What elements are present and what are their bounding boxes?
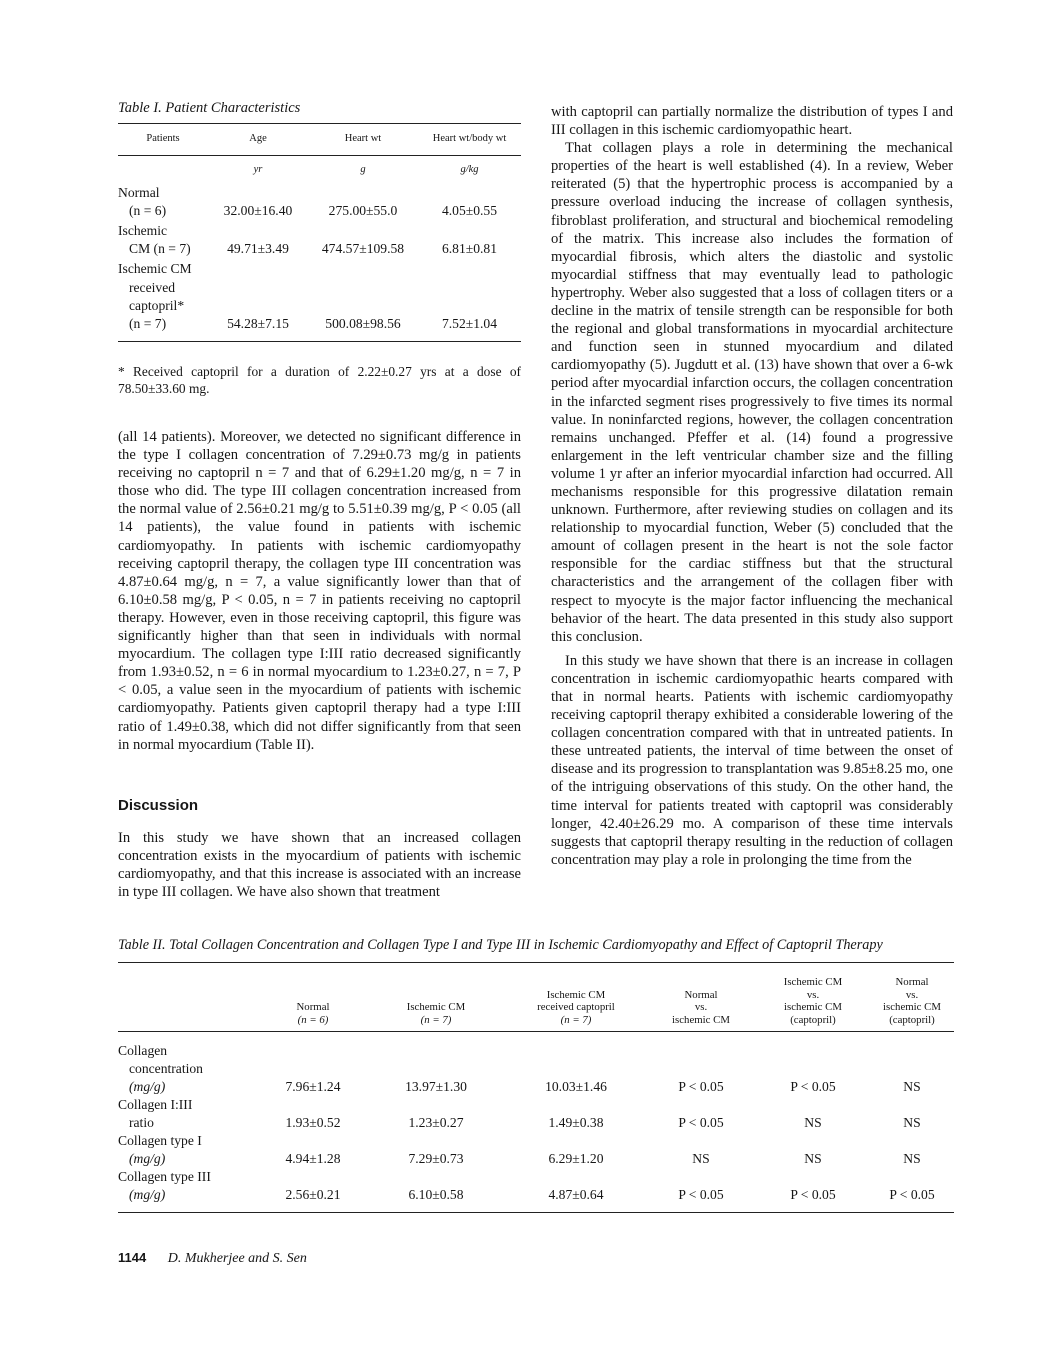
row-label [118,1132,260,1168]
label-line: (n = 7) [129,315,167,331]
cell: P < 0.05 [790,1078,836,1094]
paragraph: (all 14 patients). Moreover, we detected no significant difference in the type I collagen concentration of 7.29±0.73 mg/g in patients receiving no captopril n = 7 and that of 6.29±1.20 mg/g, n = 7 in those who did. The type III collagen concentration increased from the normal value of 2.56±0.21 mg/g to 5.51±0.39 mg/g, P < 0.05 (all 14 patients), the value found in patients with ischemic cardiomyopathy. In patients with ischemic cardiomyopathy receiving captopril therapy, the collagen type III concentration was 4.87±0.64 mg/g, n = 7, a value significantly lower than that of 6.10±0.58 mg/g, P < 0.05, n = 7 in patients receiving no captopril therapy. However, even in those receiving captopril, this figure was significantly higher than that seen in individuals with normal myocardium. The collagen type I:III ratio decreased significantly from 1.93±0.52, n = 6 in normal myocardium to 1.23±0.27, n = 7, P < 0.05, a value seen in the myocardium of patients with ischemic cardiomyopathy. Patients given captopril therapy had a type I:III ratio of 1.49±0.38, which did not differ significantly from that seen in normal myocardium (Table II). [118,429,521,753]
label-line: concentration [129,1060,203,1076]
table1-header-heart-wt: Heart wt [308,124,418,156]
table1-unit [118,156,208,184]
header-line: received captopril [537,1001,615,1014]
table1-unit: g/kg [460,163,479,175]
cell: 13.97±1.30 [405,1078,467,1094]
header-line: (captopril) [790,1013,836,1026]
table2 [118,965,954,1213]
cell: P < 0.05 [646,1168,756,1213]
header-line: Normal [296,1001,330,1014]
cell: 4.94±1.28 [285,1151,341,1167]
table2-header-ischemic-vs-captopril [756,965,870,1031]
cell: 7.96±1.24 [285,1078,341,1094]
table2-header-normal [260,965,366,1031]
table-row [118,1031,954,1096]
row-label [118,1031,260,1096]
section-heading-discussion: Discussion [118,797,199,814]
paragraph: In this study we have shown that there is an increase in collagen concentration in ischemic cardiomyopathic hearts compared with that in normal hearts. Patients with ischemic cardiomyopathy receiving captopril therapy exhibited a considerable lowering of the collagen concentration compared with that in untreated patients. In these untreated patients, the interval of time between the onset of disease and its progression to transplantation was 9.85±8.25 mo, one of the intriguing observations of this study. On the other hand, the time interval for patients treated with captopril was considerably longer, 42.40±26.29 mo. A comparison of these time intervals suggests that captopril therapy resulting in the reduction of collagen concentration may play a role in prolonging the time from the [551,652,953,868]
label-line: Ischemic [118,222,168,238]
cell: 7.29±0.73 [408,1151,464,1167]
cell: 4.87±0.64 [506,1168,646,1213]
cell: 6.29±1.20 [548,1151,604,1167]
cell-ratio: 7.52±1.04 [418,260,521,341]
cell: P < 0.05 [678,1114,724,1130]
header-line: ischemic CM [672,1013,730,1026]
cell-age: 49.71±3.49 [227,241,289,257]
table1-caption: Table I. Patient Characteristics [118,100,301,116]
discussion-paragraph: In this study we have shown that an increased collagen concentration exists in the myocardium of patients with ischemic cardiomyopathy, and that this increase is associated with an increase in type III collagen. We have also shown that treatment [118,830,521,901]
table1-header-age: Age [208,124,308,156]
table1-unit: g [360,163,366,175]
table-row [118,1132,954,1168]
table2-header-captopril [506,965,646,1031]
row-label [118,222,208,260]
header-line: vs. [694,1001,708,1014]
cell-heart-wt: 500.08±98.56 [308,260,418,341]
label-line: (mg/g) [129,1187,166,1203]
table-row [118,184,521,222]
cell: NS [903,1114,921,1130]
cell-age: 54.28±7.15 [208,260,308,341]
header-line: (n = 7) [420,1013,452,1026]
row-label [118,184,208,222]
cell: NS [903,1078,921,1094]
row-label [118,1168,260,1213]
header-line: Ischemic CM [783,976,843,989]
cell: P < 0.05 [870,1168,954,1213]
paragraph: That collagen plays a role in determining the mechanical properties of the heart is well established (4). In a review, Weber reiterated (5) that the hypertrophic process is accompanied by a pressure overload inducing the increase of collagen synthesis, fibroblast proliferation, and structural and biochemical remodeling of the matrix. This increase also includes the formation of myocardial fibrosis, which alters the diastolic and systolic myocardial stiffness that may eventually lead to pathologic hypertrophy. Weber also suggested that a loss of collagen titers or a decline in the matrix of tensile strength can be responsible for both the regional and global transformations in myocardial architecture and function seen in stunned myocardium and dilated cardiomyopathy (5). Jugdutt et al. (13) have shown that over a 6-wk period after myocardial infarction occurs, the collagen concentration in the infarcted segment rises progressively to five times its normal value. In noninfarcted regions, however, the collagen concentration remains unchanged. Pfeffer et al. (14) found a progressive enlargement in the left ventricular chamber size and the filling volume 1 yr after an inferior myocardial infarction had occurred. All mechanisms responsible for this progressive dilatation remain unknown. Furthermore, after reviewing studies on collagen and its relationship to myocardial function, Weber (5) concluded that the amount of collagen present in the heart is not the sole factor responsible for the cardiac stiffness but that the structural characteristics and the arrangement of the collagen fiber with respect to myocyte is the major factor influencing the mechanical behavior of the heart. The data presented in this study also support this conclusion. [551,140,953,645]
table2-header-blank [118,965,260,1031]
table-row [118,222,521,260]
label-line: captopril* [129,297,185,313]
header-line: ischemic CM [784,1001,842,1014]
table2-header-ischemic [366,965,506,1031]
cell: NS [804,1151,822,1167]
header-line: Normal [895,976,929,989]
label-line: Collagen I:III [118,1096,193,1112]
table-row [118,1168,954,1213]
table2-caption: Table II. Total Collagen Concentration and Collagen Type I and Type III in Ischemic Cardiomyopathy and Effect of Captopril Therapy [118,937,883,953]
cell-age: 32.00±16.40 [223,202,293,218]
header-line: Ischemic CM [546,988,606,1001]
header-line: ischemic CM [883,1001,941,1014]
cell: P < 0.05 [756,1168,870,1213]
cell-heart-wt: 474.57±109.58 [321,241,405,257]
cell: 1.49±0.38 [548,1114,604,1130]
cell-ratio: 6.81±0.81 [441,241,498,257]
table2-header-row [118,965,954,1031]
cell-ratio: 4.05±0.55 [441,202,498,218]
label-line: Collagen [118,1042,168,1058]
table1-header-ratio: Heart wt/body wt [418,124,521,156]
label-line: (n = 6) [129,202,167,218]
table2-header-normal-vs-captopril [870,965,954,1031]
page-footer [118,1250,307,1267]
cell: NS [903,1151,921,1167]
table2-top-rule [118,962,954,963]
cell: 1.93±0.52 [285,1114,341,1130]
header-line: vs. [905,988,919,1001]
label-line: ratio [129,1114,154,1130]
cell: 2.56±0.21 [260,1168,366,1213]
label-line: (mg/g) [129,1078,166,1094]
header-line: (n = 7) [560,1013,592,1026]
table1-header-row [118,124,521,156]
left-column-text [118,428,521,754]
table1-units-row [118,156,521,184]
header-line: Normal [684,988,718,1001]
table2-header-normal-vs-ischemic [646,965,756,1031]
header-line: (n = 6) [297,1013,329,1026]
header-line: Ischemic CM [406,1001,466,1014]
label-line: CM (n = 7) [129,241,191,257]
cell: P < 0.05 [678,1078,724,1094]
running-authors: D. Mukherjee and S. Sen [167,1251,307,1266]
table1-header-patients: Patients [118,124,208,156]
page-number: 1144 [118,1250,147,1265]
cell: 6.10±0.58 [366,1168,506,1213]
label-line: received [129,279,176,295]
paragraph: with captopril can partially normalize the distribution of types I and III collagen in this ischemic cardiomyopathic heart. [551,104,953,139]
header-line: (captopril) [889,1013,935,1026]
label-line: (mg/g) [129,1151,166,1167]
table-row [118,260,521,341]
label-line: Collagen type III [118,1169,211,1185]
table1-footnote: * Received captopril for a duration of 2.22±0.27 yrs at a dose of 78.50±33.60 mg. [118,364,521,396]
cell-heart-wt: 275.00±55.0 [328,202,398,218]
table-row [118,1096,954,1132]
label-line: Collagen type I [118,1132,202,1148]
cell: 1.23±0.27 [408,1114,464,1130]
label-line: Normal [118,184,160,200]
header-line: vs. [806,988,820,1001]
row-label [118,1096,260,1132]
cell: NS [804,1114,822,1130]
cell: 10.03±1.46 [545,1078,607,1094]
right-column-text [551,103,953,869]
table1 [118,123,521,342]
table1-unit: yr [253,163,263,175]
label-line: Ischemic CM [118,261,192,277]
row-label [118,260,208,341]
cell: NS [692,1151,710,1167]
